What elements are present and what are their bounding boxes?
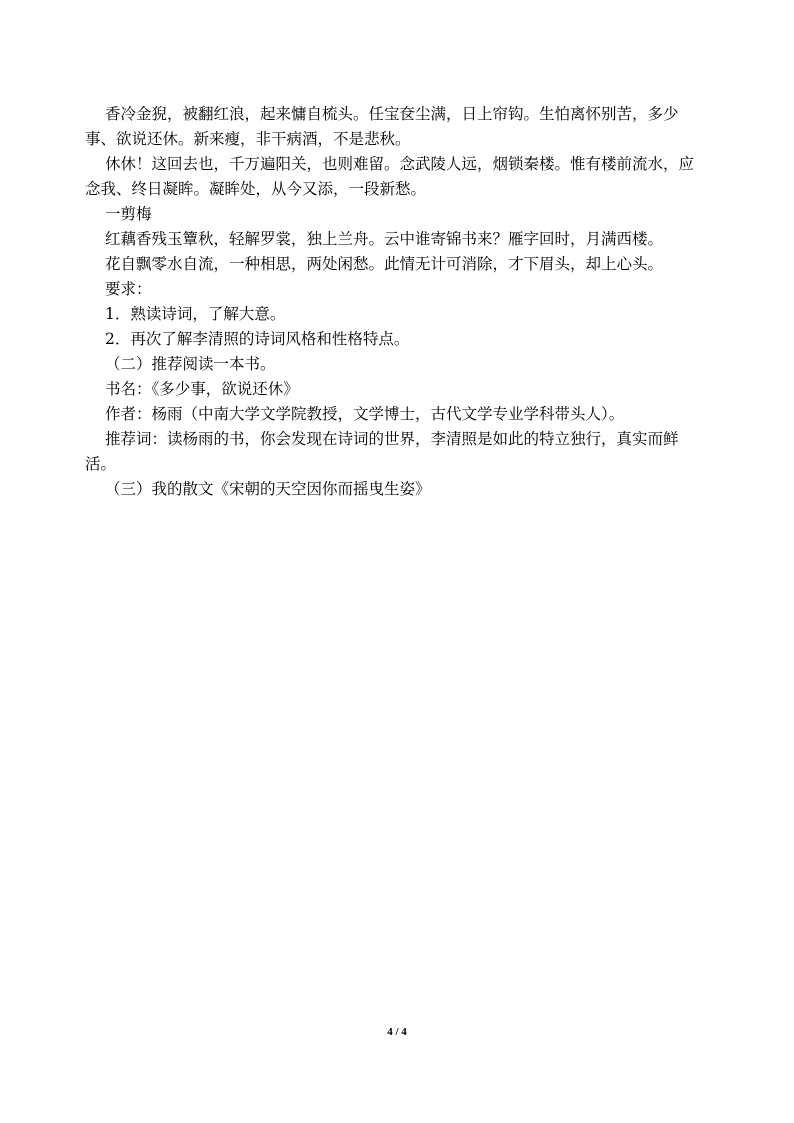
poem-line: 念我、终日凝眸。凝眸处，从今又添，一段新愁。 — [85, 180, 427, 198]
book-title: 书名：《多少事，欲说还休》 — [105, 380, 299, 398]
poem-line: 休休！这回去也，千万遍阳关，也则难留。念武陵人远，烟锁秦楼。惟有楼前流水，应 — [105, 155, 695, 173]
poem-line: 红藕香残玉簟秋，轻解罗裳，独上兰舟。云中谁寄锦书来？雁字回时，月满西楼。 — [105, 230, 664, 248]
poem-line: 香冷金猊，被翻红浪，起来慵自梳头。任宝奁尘满，日上帘钩。生怕离怀别苦，多少 — [105, 105, 679, 123]
requirement-item: 2．再次了解李清照的诗词风格和性格特点。 — [105, 330, 410, 348]
page-number: 4 / 4 — [387, 1026, 407, 1038]
section-heading: （二）推荐阅读一本书。 — [105, 355, 276, 373]
document-body — [85, 102, 725, 502]
book-recommendation: 推荐词：读杨雨的书，你会发现在诗词的世界，李清照是如此的特立独行，真实而鲜 — [105, 430, 679, 448]
section-heading: （三）我的散文《宋朝的天空因你而摇曳生姿》 — [105, 480, 431, 498]
book-recommendation-continued: 活。 — [85, 455, 117, 473]
requirement-item: 1．熟读诗词，了解大意。 — [105, 305, 286, 323]
poem-title: 一剪梅 — [105, 205, 152, 223]
book-author: 作者：杨雨（中南大学文学院教授，文学博士，古代文学专业学科带头人）。 — [105, 405, 625, 423]
poem-line: 事、欲说还休。新来瘦，非干病酒，不是悲秋。 — [85, 130, 411, 148]
poem-line: 花自飘零水自流，一种相思，两处闲愁。此情无计可消除，才下眉头，却上心头。 — [105, 255, 664, 273]
requirements-heading: 要求： — [105, 280, 152, 298]
